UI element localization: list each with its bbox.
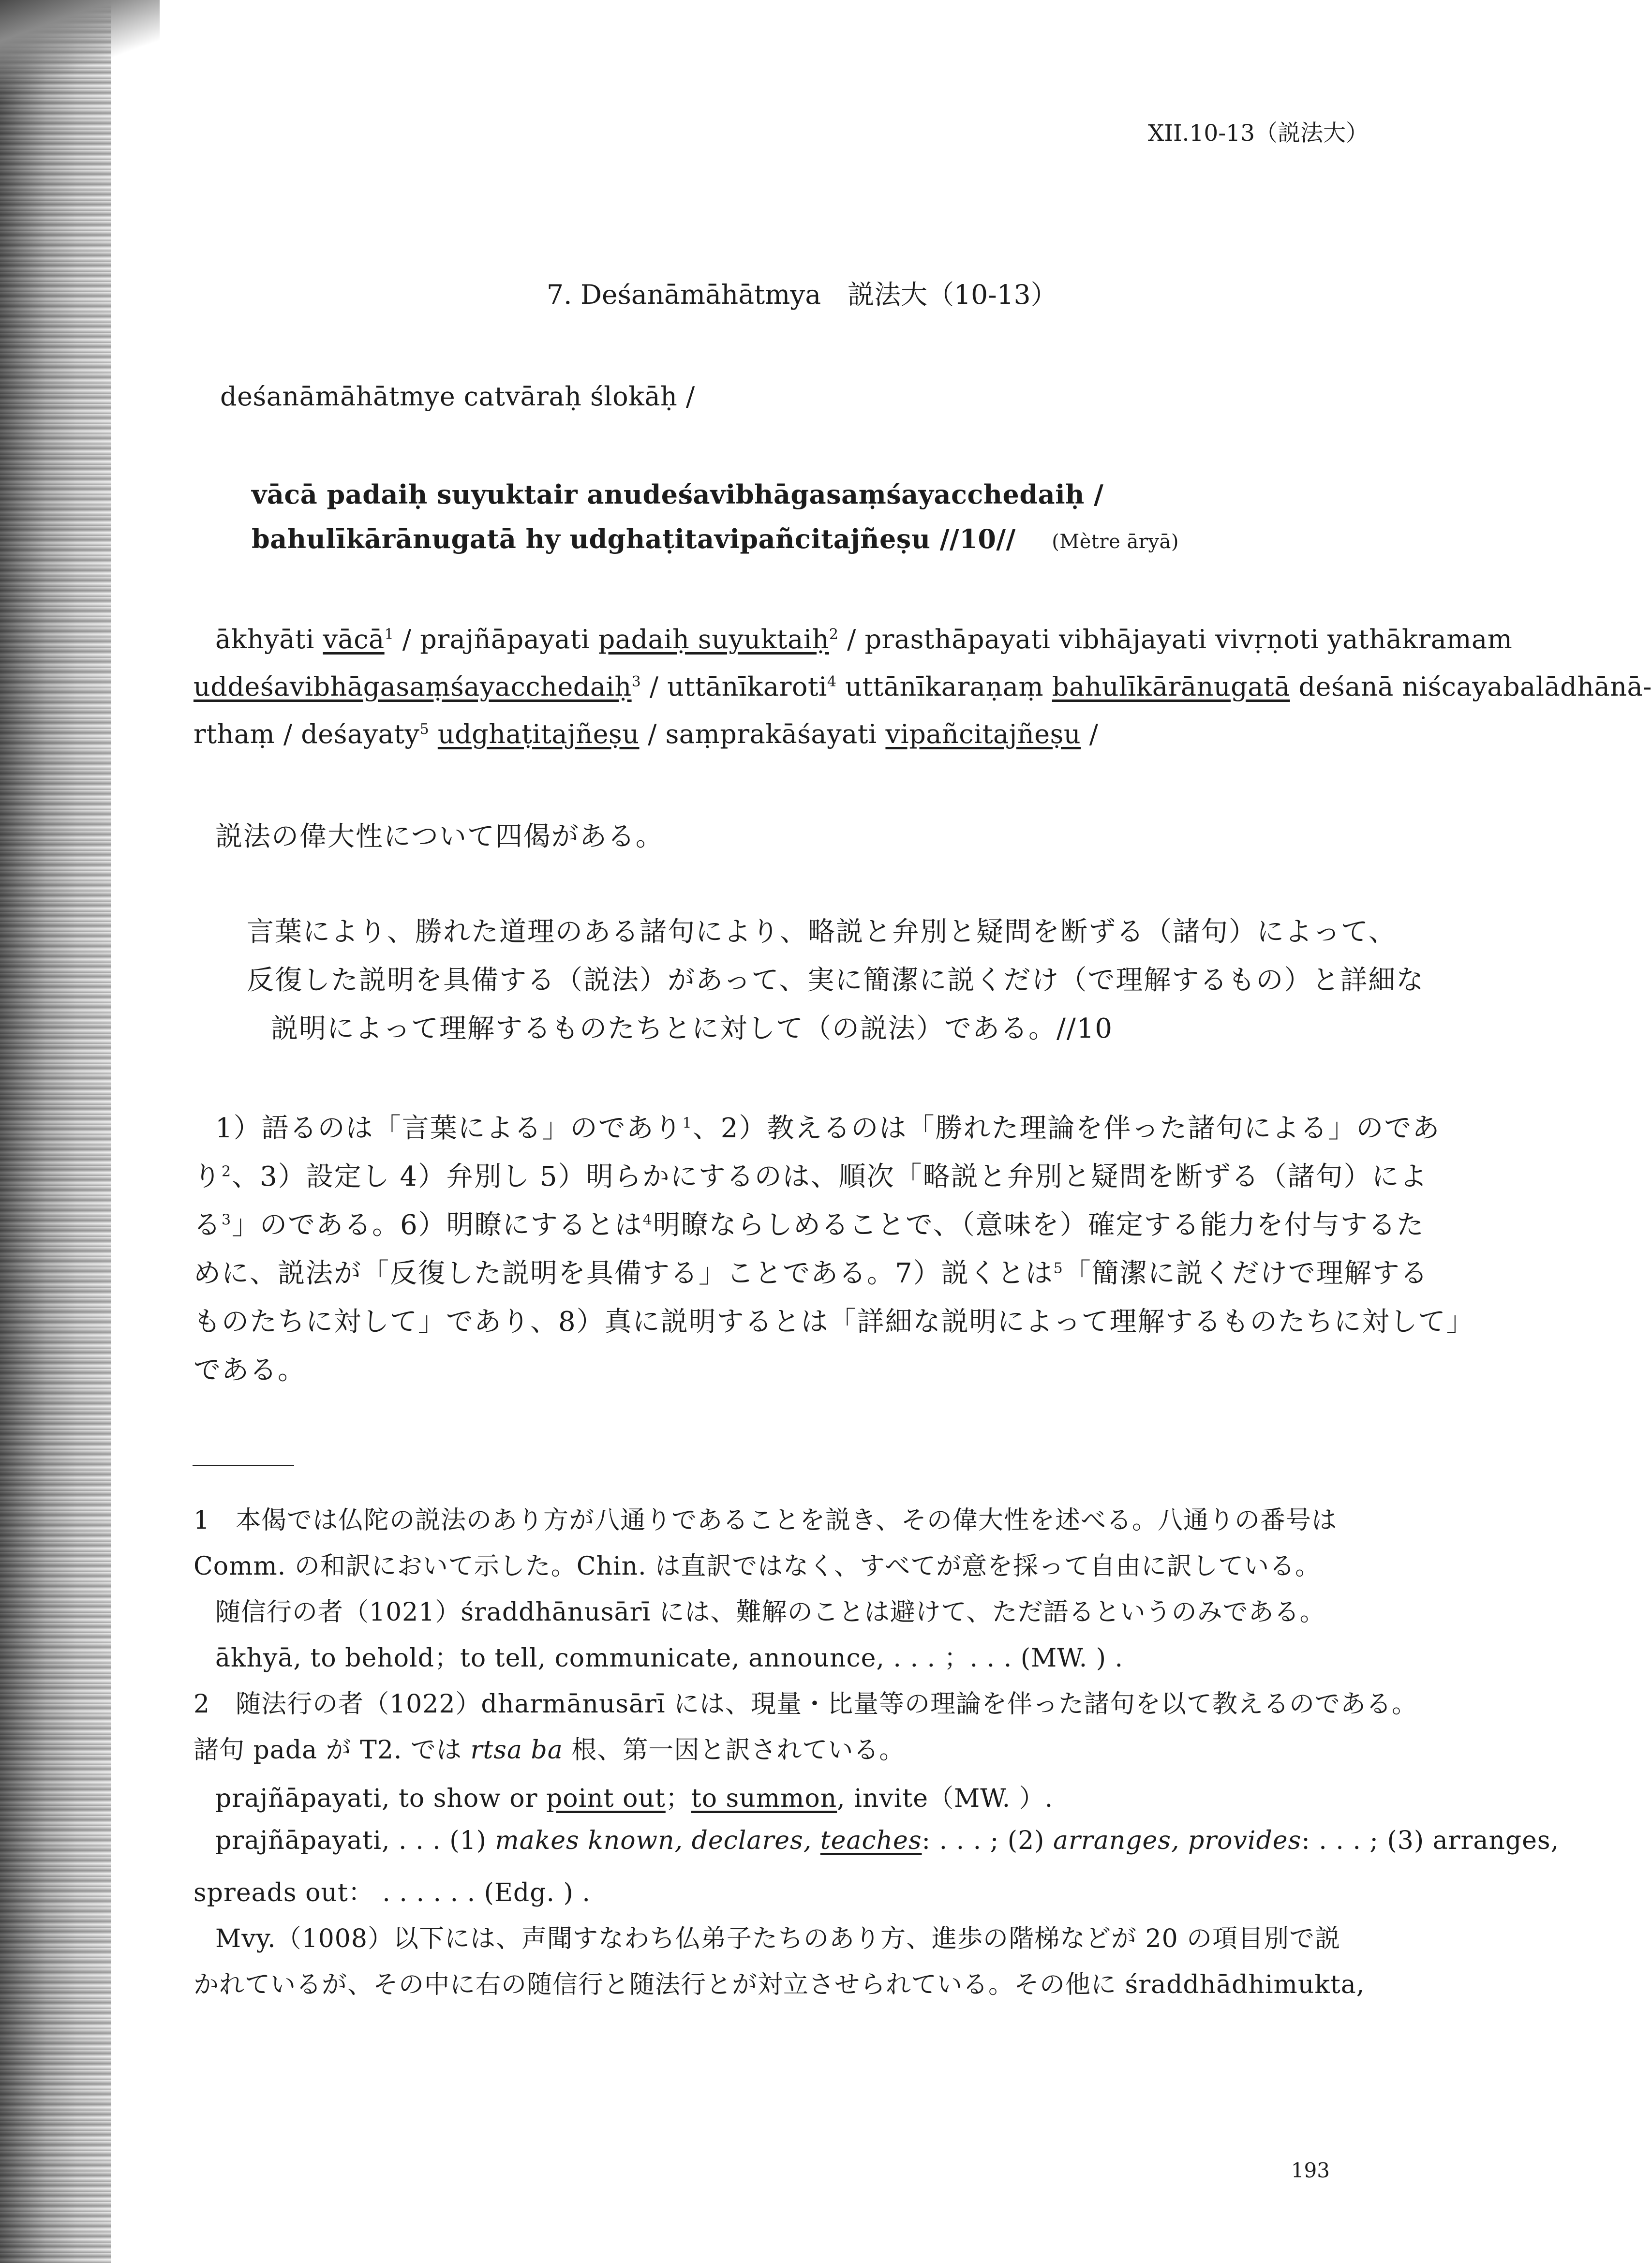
jp-intro: 説法の偉大性について四偈がある。 — [215, 821, 664, 852]
jp-verse-line-1: 言葉により、勝れた道理のある諸句により、略説と弁別と疑問を断ずる（諸句）によって、 — [247, 916, 1397, 948]
meter-note: (Mètre āryā) — [1052, 531, 1179, 553]
jp-commentary-line-1: 1）語るのは「言葉による」のであり$^1$、2）教えるのは「勝れた理論を伴った諸句による」のであ — [215, 1113, 1441, 1144]
commentary-line-2: uddeśavibhāgasaṃśayacchedaiḥ$^3$ / uttānīkaroti$^4$ uttānīkaraṇaṃ bahulīkārānugatā deśanā niścayabalādhānā- — [193, 671, 1652, 702]
jp-commentary-line-6: である。 — [193, 1355, 306, 1386]
footnote-1-line-2: Comm. の和訳において示した。Chin. は直訳ではなく、すべてが意を採って自由に訳している。 — [193, 1552, 1321, 1581]
verse-line-2-text: bahulīkārānugatā hy udghaṭitavipañcitajñeṣu //10// — [252, 523, 1016, 554]
footnote-2-line-7: かれているが、その中に右の随信行と随法行とが対立させられている。その他に śraddhādhimukta, — [193, 1970, 1365, 1999]
jp-verse-line-3: 説明によって理解するものたちとに対して（の説法）である。//10 — [271, 1013, 1113, 1044]
footnote-2-line-6: Mvy.（1008）以下には、声聞すなわち仏弟子たちのあり方、進歩の階梯などが 20 の項目別で説 — [215, 1924, 1341, 1953]
scan-shadow-corner — [0, 0, 160, 106]
jp-commentary-line-3: る$^3$」のである。6）明瞭にするとは$^4$明瞭ならしめることで、（意味を）確定する能力を付与するた — [193, 1209, 1425, 1241]
footnote-2-line-5: spreads out： . . . . . . (Edg. ) . — [193, 1878, 591, 1907]
page-number: 193 — [1291, 2159, 1330, 2182]
scan-shadow-edge — [0, 0, 111, 2263]
jp-commentary-line-5: ものたちに対して」であり、8）真に説明するとは「詳細な説明によって理解するものたちに対して」 — [193, 1306, 1474, 1338]
jp-commentary-line-4: めに、説法が「反復した説明を具備する」ことである。7）説くとは$^5$「簡潔に説くだけで理解する — [193, 1258, 1429, 1289]
footnote-2-line-2: 諸句 pada が T2. では rtsa ba 根、第一因と訳されている。 — [193, 1736, 905, 1765]
footnote-2-line-1: 2 随法行の者（1022）dharmānusārī には、現量・比量等の理論を伴った諸句を以て教えるのである。 — [193, 1690, 1418, 1719]
jp-verse-line-2: 反復した説明を具備する（説法）があって、実に簡潔に説くだけ（で理解するもの）と詳細な — [247, 965, 1425, 996]
jp-commentary-line-2: り$^2$、3）設定し 4）弁別し 5）明らかにするのは、順次「略説と弁別と疑問を断ずる（諸句）によ — [193, 1161, 1428, 1192]
verse-line-1: vācā padaiḥ suyuktair anudeśavibhāgasaṃśayacchedaiḥ / — [252, 479, 1104, 510]
verse-line-2 — [252, 523, 1179, 554]
running-header: XII.10-13（説法大） — [1147, 120, 1369, 147]
intro-line: deśanāmāhātmye catvāraḥ ślokāḥ / — [220, 381, 695, 412]
footnote-1-line-3: 随信行の者（1021）śraddhānusārī には、難解のことは避けて、ただ語るというのみである。 — [215, 1598, 1325, 1627]
footnote-1-line-4: ākhyā, to behold；to tell, communicate, announce, . . . ；. . . (MW. ) . — [215, 1644, 1124, 1673]
footnote-1-line-1: 1 本偈では仏陀の説法のあり方が八通りであることを説き、その偉大性を述べる。八通りの番号は — [193, 1506, 1338, 1535]
footnote-2-line-3: prajñāpayati, to show or point out；to summon, invite（MW. ）. — [215, 1784, 1054, 1813]
commentary-line-3: rthaṃ / deśayaty$^5$ udghaṭitajñeṣu / saṃprakāśayati vipañcitajñeṣu / — [193, 719, 1099, 749]
section-title: 7. Deśanāmāhātmya 説法大（10-13） — [547, 279, 1057, 310]
commentary-line-1: ākhyāti vācā$^1$ / prajñāpayati padaiḥ suyuktaiḥ$^2$ / prasthāpayati vibhājayati vivṛṇoti yathākramam — [215, 624, 1513, 655]
footnote-rule — [193, 1465, 294, 1466]
footnote-2-line-4: prajñāpayati, . . . (1) makes known, declares, teaches: . . . ; (2) arranges, provides: . . . ; (3) arranges, — [215, 1826, 1560, 1855]
